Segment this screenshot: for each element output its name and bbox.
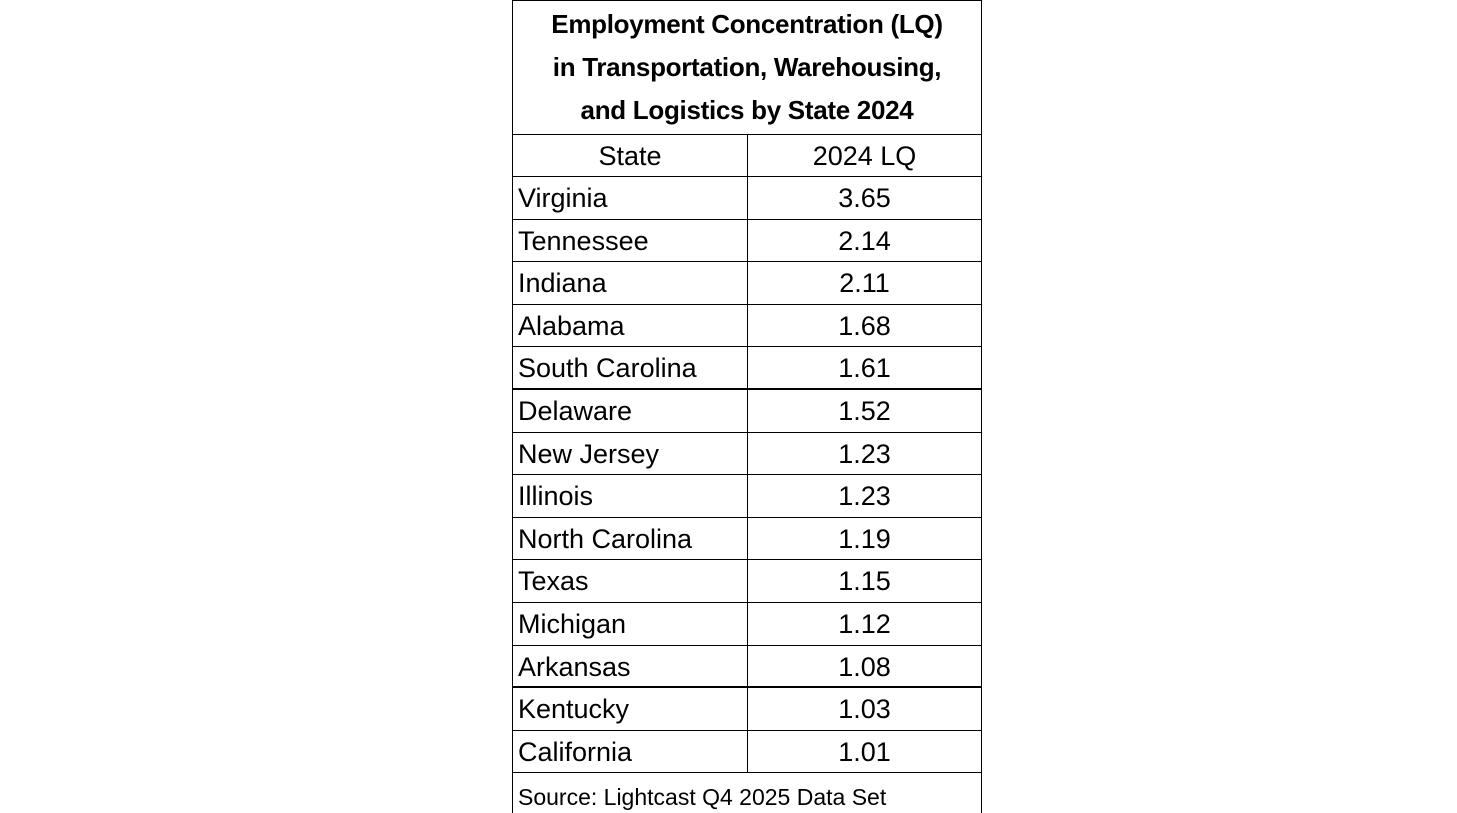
column-header-lq: 2024 LQ bbox=[812, 141, 917, 171]
lq-table bbox=[512, 0, 982, 813]
table-row bbox=[513, 390, 981, 433]
table-row bbox=[513, 475, 981, 518]
state-cell: Delaware bbox=[513, 390, 748, 432]
table-row bbox=[513, 646, 981, 689]
state-cell: Tennessee bbox=[513, 220, 748, 262]
table-title bbox=[513, 1, 981, 135]
table-row bbox=[513, 347, 981, 390]
table-row bbox=[513, 262, 981, 305]
table-row bbox=[513, 688, 981, 731]
title-line-3: and Logistics by State 2024 bbox=[580, 95, 914, 125]
source-note: Source: Lightcast Q4 2025 Data Set bbox=[518, 784, 887, 810]
state-cell: Arkansas bbox=[513, 646, 748, 687]
table-row bbox=[513, 731, 981, 774]
state-cell: Illinois bbox=[513, 475, 748, 517]
lq-value-cell: 1.15 bbox=[838, 566, 891, 597]
state-cell: Virginia bbox=[513, 177, 748, 219]
lq-value-cell: 1.23 bbox=[838, 481, 891, 512]
header-row bbox=[513, 135, 981, 177]
lq-value-cell: 3.65 bbox=[838, 183, 891, 213]
lq-value-cell: 1.19 bbox=[838, 523, 891, 554]
state-cell: Texas bbox=[513, 560, 748, 602]
table-row bbox=[513, 603, 981, 646]
table-row bbox=[513, 220, 981, 263]
table-row bbox=[513, 177, 981, 220]
state-cell: North Carolina bbox=[513, 518, 748, 560]
lq-value-cell: 2.14 bbox=[838, 225, 891, 256]
lq-value-cell: 1.08 bbox=[838, 651, 891, 682]
table-row bbox=[513, 433, 981, 476]
lq-value-cell: 1.68 bbox=[838, 310, 891, 341]
lq-value-cell: 1.03 bbox=[838, 694, 891, 725]
state-cell: South Carolina bbox=[513, 347, 748, 388]
lq-value-cell: 1.12 bbox=[838, 609, 891, 639]
state-cell: Michigan bbox=[513, 603, 748, 645]
lq-value-cell: 2.11 bbox=[839, 268, 890, 299]
lq-value-cell: 1.61 bbox=[838, 353, 891, 384]
column-header-state: State bbox=[513, 135, 748, 176]
title-line-1: Employment Concentration (LQ) bbox=[551, 9, 943, 39]
state-cell: California bbox=[513, 731, 748, 773]
state-cell: Kentucky bbox=[513, 688, 748, 730]
lq-value-cell: 1.01 bbox=[838, 736, 891, 767]
table-row bbox=[513, 518, 981, 561]
title-line-2: in Transportation, Warehousing, bbox=[552, 52, 942, 82]
state-cell: Alabama bbox=[513, 305, 748, 347]
lq-value-cell: 1.23 bbox=[838, 438, 891, 469]
state-cell: Indiana bbox=[513, 262, 748, 304]
table-row bbox=[513, 305, 981, 348]
lq-value-cell: 1.52 bbox=[838, 396, 891, 426]
state-cell: New Jersey bbox=[513, 433, 748, 475]
table-row bbox=[513, 560, 981, 603]
